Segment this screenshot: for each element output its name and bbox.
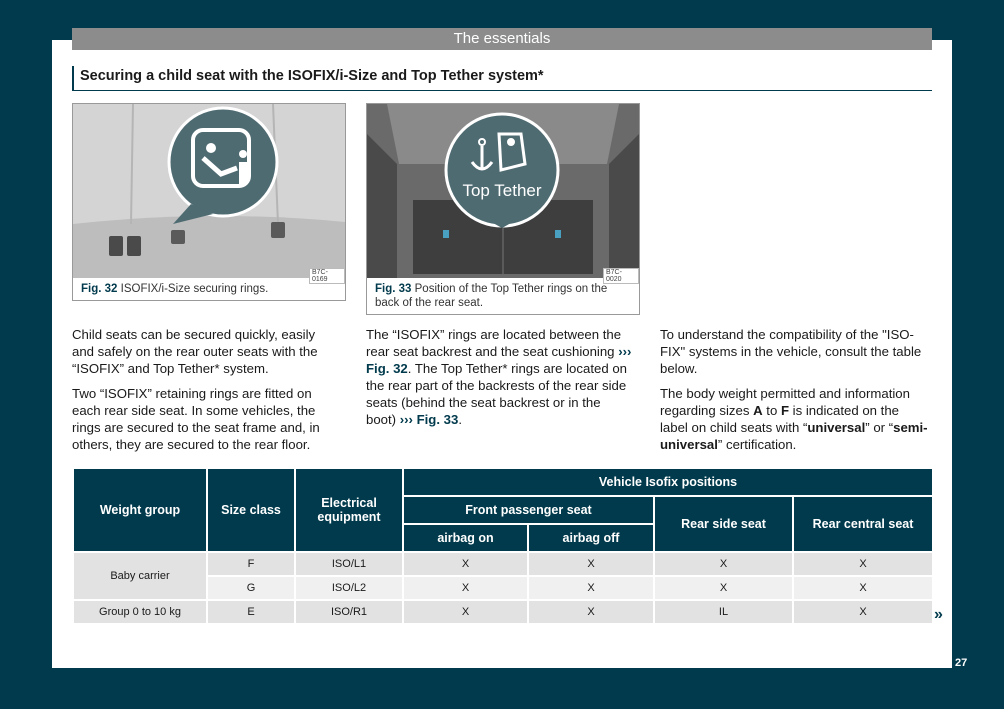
cell-rear-central: X <box>793 576 933 600</box>
size-a: A <box>753 403 763 418</box>
paragraph: Two “ISOFIX” retaining rings are fitted on each rear side seat. In some vehicles, the rings are secured to the seat frame and, in others, they are secured to the rear floor. <box>72 386 320 452</box>
cell-airbag-off: X <box>528 576 654 600</box>
cell-equipment: ISO/L2 <box>295 576 403 600</box>
text-run: . The Top Tether* rings are located on the rear part of the backrests of the rear side seats (behind the seat backrest or in the boot) <box>366 361 627 427</box>
semi-universal-term: semi-universal <box>660 420 928 452</box>
text-run: . <box>458 412 463 427</box>
cell-airbag-off: X <box>528 552 654 576</box>
text-run: The “ISOFIX” rings are located between the rear seat backrest and the seat cushioning <box>366 327 622 359</box>
size-f: F <box>780 403 790 418</box>
figure-33 <box>366 103 640 315</box>
section-heading <box>72 66 932 91</box>
figure-code: B7C-0020 <box>603 268 639 284</box>
figure-caption-text: Position of the Top Tether rings on the back of the rear seat. <box>375 283 608 309</box>
header-airbag-off: airbag off <box>528 524 654 552</box>
cell-size-class: E <box>207 600 295 624</box>
continued-marker: » <box>934 606 943 623</box>
table-row <box>73 552 933 576</box>
cell-weight-group: Group 0 to 10 kg <box>73 600 207 624</box>
cell-airbag-on: X <box>403 576 528 600</box>
paragraph <box>366 326 634 428</box>
figure-32 <box>72 103 346 301</box>
figure-32-link[interactable]: ››› Fig. 32 <box>366 344 632 376</box>
heading-accent-bar <box>72 66 74 90</box>
header-front-passenger-seat: Front passenger seat <box>403 496 654 524</box>
cell-rear-side: IL <box>654 600 793 624</box>
section-title-text: Securing a child seat with the ISOFIX/i-Size and Top Tether system* <box>80 68 544 84</box>
cell-equipment: ISO/R1 <box>295 600 403 624</box>
figure-number: Fig. 33 <box>375 283 412 295</box>
paragraph <box>660 385 928 453</box>
cell-equipment: ISO/L1 <box>295 552 403 576</box>
figure-33-link[interactable]: ››› Fig. 33 <box>399 412 459 427</box>
text-run: The body weight permitted and information regarding sizes <box>660 386 910 418</box>
cell-size-class: G <box>207 576 295 600</box>
figure-number: Fig. 32 <box>81 283 118 295</box>
figure-caption <box>375 282 625 310</box>
header-size-class: Size class <box>207 468 295 552</box>
cell-rear-central: X <box>793 600 933 624</box>
paragraph: Child seats can be secured quickly, easily and safely on the rear outer seats with the “ISOFIX” and Top Tether* system. <box>72 327 318 376</box>
text-run: ” certification. <box>717 437 797 452</box>
table-row <box>73 600 933 624</box>
cell-weight-group: Baby carrier <box>73 552 207 600</box>
header-rear-central-seat: Rear central seat <box>793 496 933 552</box>
cell-rear-side: X <box>654 576 793 600</box>
text-column-3 <box>660 326 928 461</box>
chapter-header: The essentials <box>72 28 932 50</box>
header-airbag-on: airbag on <box>403 524 528 552</box>
isofix-compatibility-table <box>72 467 934 625</box>
header-vehicle-isofix-positions: Vehicle Isofix positions <box>403 468 933 496</box>
cell-rear-central: X <box>793 552 933 576</box>
text-run: is indicated on the label on child seats with “ <box>660 403 899 435</box>
isofix-rings-illustration <box>73 104 345 278</box>
header-electrical-equipment: Electrical equipment <box>295 468 403 552</box>
top-tether-badge-icon <box>446 114 558 228</box>
figure-caption-text: ISOFIX/i-Size securing rings. <box>120 283 269 295</box>
text-run: to <box>762 403 781 418</box>
badge-label: Top Tether <box>462 181 542 200</box>
cell-rear-side: X <box>654 552 793 576</box>
header-weight-group: Weight group <box>73 468 207 552</box>
figure-code: B7C-0169 <box>309 268 345 284</box>
page-number: 27 <box>955 657 968 669</box>
text-column-1 <box>72 326 340 461</box>
universal-term: universal <box>807 420 866 435</box>
figure-caption <box>81 282 341 296</box>
header-rear-side-seat: Rear side seat <box>654 496 793 552</box>
cell-size-class: F <box>207 552 295 576</box>
cell-airbag-on: X <box>403 600 528 624</box>
cell-airbag-off: X <box>528 600 654 624</box>
text-column-2 <box>366 326 634 436</box>
top-tether-illustration <box>367 104 639 278</box>
paragraph: To understand the compatibility of the "ISO-FIX" systems in the vehicle, consult the table below. <box>660 327 922 376</box>
text-run: ” or “ <box>865 420 894 435</box>
cell-airbag-on: X <box>403 552 528 576</box>
